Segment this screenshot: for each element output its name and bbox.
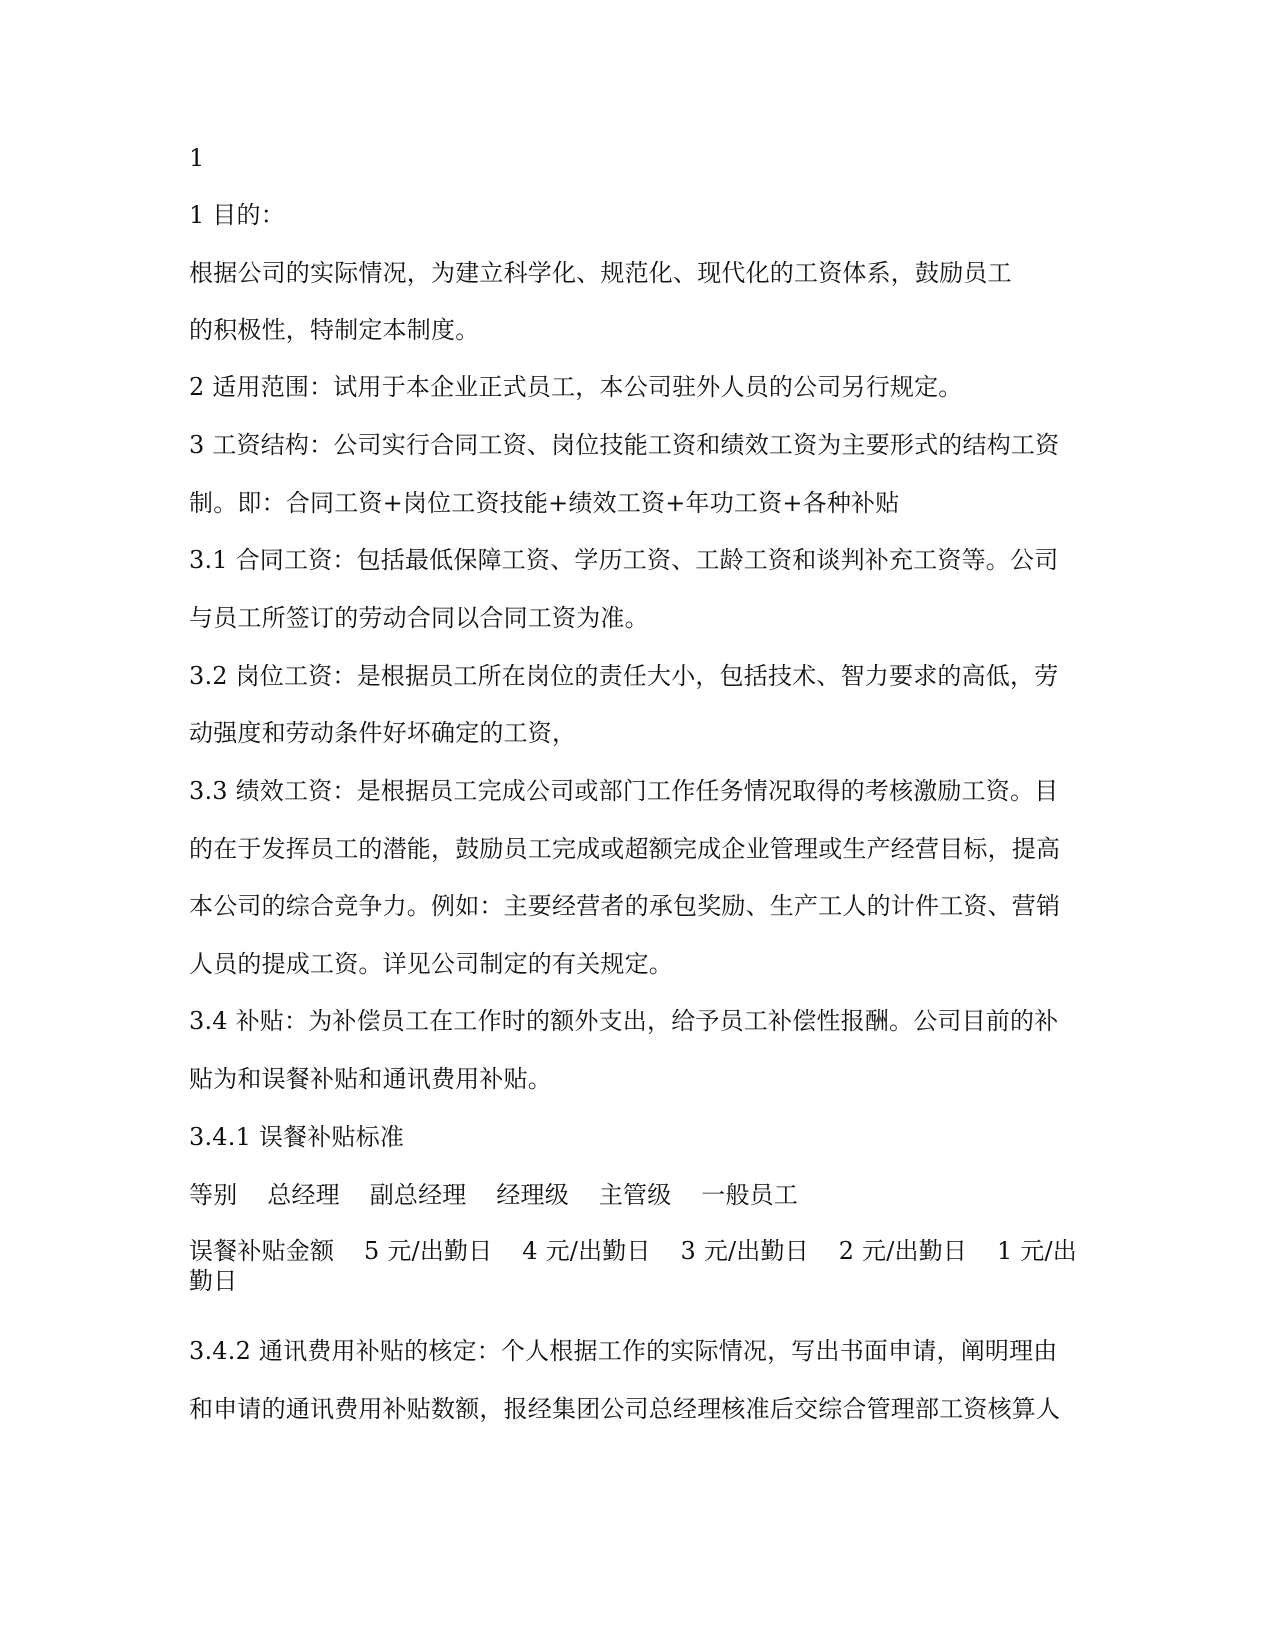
section-3-4-1-heading: 3.4.1 误餐补贴标准 — [189, 1123, 405, 1151]
section-3-1-heading: 3.1 合同工资：包括最低保障工资、学历工资、工龄工资和谈判补充工资等。公司 — [189, 546, 1059, 574]
paragraph-line: 人员的提成工资。详见公司制定的有关规定。 — [189, 950, 673, 978]
paragraph-line: 本公司的综合竞争力。例如：主要经营者的承包奖励、生产工人的计件工资、营销 — [189, 892, 1061, 920]
meal-table-value-cell: 3 元/出勤日 — [680, 1237, 809, 1265]
meal-table-header-cell: 等别 — [189, 1181, 238, 1209]
meal-table-value-cell: 5 元/出勤日 — [364, 1237, 493, 1265]
paragraph-line: 动强度和劳动条件好坏确定的工资， — [189, 719, 577, 747]
meal-table-value-cell: 1 元/出勤日 — [189, 1237, 1077, 1295]
meal-table-header-cell: 主管级 — [598, 1181, 672, 1209]
paragraph-line: 的在于发挥员工的潜能，鼓励员工完成或超额完成企业管理或生产经营目标，提高 — [189, 835, 1061, 863]
page-number: 1 — [189, 144, 205, 172]
paragraph-line: 根据公司的实际情况，为建立科学化、规范化、现代化的工资体系，鼓励员工 — [189, 259, 1012, 287]
meal-table-value-row — [189, 1236, 1099, 1296]
meal-table-value-cell: 4 元/出勤日 — [522, 1237, 651, 1265]
meal-table-header-cell: 一般员工 — [701, 1181, 799, 1209]
section-3-3-heading: 3.3 绩效工资：是根据员工完成公司或部门工作任务情况取得的考核激励工资。目 — [189, 777, 1059, 805]
meal-table-header-row — [189, 1180, 798, 1210]
meal-table-header-cell: 总经理 — [267, 1181, 340, 1209]
section-3-4-2-heading: 3.4.2 通讯费用补贴的核定：个人根据工作的实际情况，写出书面申请，阐明理由 — [189, 1337, 1058, 1365]
paragraph-line: 和申请的通讯费用补贴数额，报经集团公司总经理核准后交综合管理部工资核算人 — [189, 1395, 1061, 1423]
meal-table-header-cell: 经理级 — [496, 1181, 569, 1209]
section-3-4-heading: 3.4 补贴：为补偿员工在工作时的额外支出，给予员工补偿性报酬。公司目前的补 — [189, 1007, 1059, 1035]
section-3-heading: 3 工资结构：公司实行合同工资、岗位技能工资和绩效工资为主要形式的结构工资 — [189, 431, 1060, 459]
paragraph-line: 贴为和误餐补贴和通讯费用补贴。 — [189, 1065, 552, 1093]
section-1-heading: 1 目的： — [189, 201, 285, 229]
meal-table-value-cell: 2 元/出勤日 — [838, 1237, 968, 1265]
meal-table-row-label: 误餐补贴金额 — [189, 1237, 335, 1265]
section-3-2-heading: 3.2 岗位工资：是根据员工所在岗位的责任大小，包括技术、智力要求的高低，劳 — [189, 662, 1059, 690]
meal-table-header-cell: 副总经理 — [369, 1181, 467, 1209]
paragraph-line: 制。即：合同工资+岗位工资技能+绩效工资+年功工资+各种补贴 — [189, 489, 900, 517]
section-2-heading: 2 适用范围：试用于本企业正式员工，本公司驻外人员的公司另行规定。 — [189, 373, 963, 401]
paragraph-line: 与员工所签订的劳动合同以合同工资为准。 — [189, 604, 649, 632]
paragraph-line: 的积极性，特制定本制度。 — [189, 316, 480, 344]
